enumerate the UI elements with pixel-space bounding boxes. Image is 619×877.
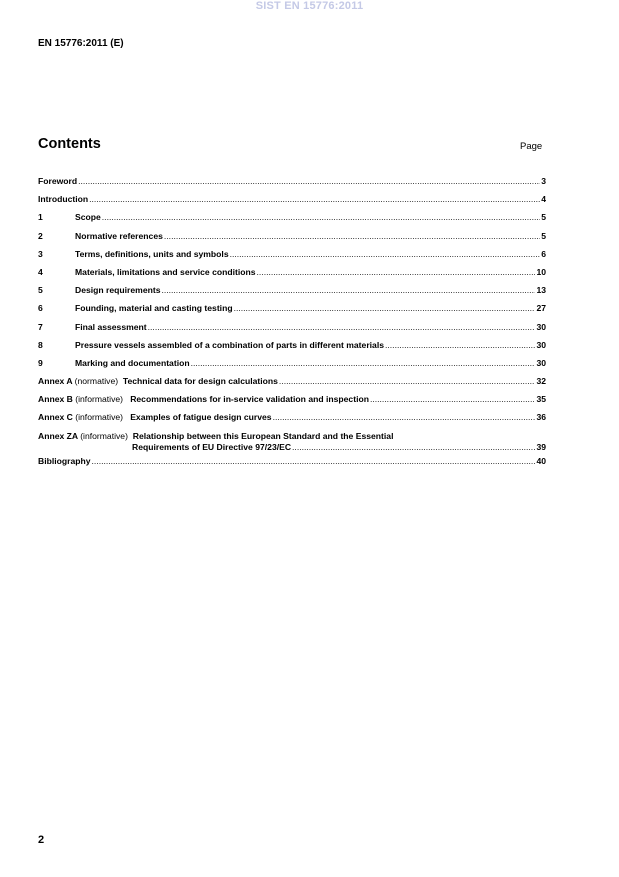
toc-entry-text: Introduction [38,194,89,205]
toc-entry-section-2[interactable] [38,231,546,249]
toc-entry-page: 36 [536,412,546,423]
annex-title-line-2: Requirements of EU Directive 97/23/EC [132,441,292,452]
toc-entry-text [38,412,272,422]
toc-entry-text: Bibliography [38,455,91,466]
dot-leader [230,249,541,259]
toc-entry-section-9[interactable] [38,358,546,376]
toc-entry-number: 5 [38,285,43,296]
dot-leader [279,376,536,386]
toc-entry-page: 30 [536,357,546,368]
toc-entry-text: Normative references [75,230,163,241]
toc-entry-text: Design requirements [75,285,161,296]
toc-entry-annex-c[interactable] [38,412,546,430]
toc-entry-number: 9 [38,357,43,368]
dot-leader [102,212,540,222]
toc-entry-number: 8 [38,339,43,350]
annex-label: Annex B [38,394,73,405]
toc-entry-text: Terms, definitions, units and symbols [75,248,229,259]
dot-leader [292,442,535,452]
toc-entry-number: 2 [38,230,43,241]
toc-entry-page: 5 [541,212,546,223]
annex-type: (informative) [75,394,124,405]
dot-leader [148,322,536,332]
dot-leader [89,194,540,204]
dot-leader [257,267,536,277]
toc-entry-number: 3 [38,248,43,259]
toc-entry-foreword[interactable] [38,176,546,194]
toc-entry-section-4[interactable] [38,267,546,285]
document-id: EN 15776:2011 (E) [38,38,124,49]
annex-za-line-1 [38,431,546,442]
toc-entry-text: Founding, material and casting testing [75,303,233,314]
annex-title-line-1: Relationship between this European Standard and the Essential [132,430,394,441]
toc-entry-number: 1 [38,212,43,223]
toc-entry-number: 7 [38,321,43,332]
toc-entry-section-5[interactable] [38,285,546,303]
toc-entry-page: 13 [536,285,546,296]
toc-entry-page: 6 [541,248,546,259]
toc-entry-text [38,394,369,404]
toc-entry-page: 30 [536,321,546,332]
toc-entry-page: 10 [536,266,546,277]
toc-entry-page: 39 [536,441,546,452]
toc-entry-page: 4 [541,194,546,205]
toc-entry-annex-b[interactable] [38,394,546,412]
toc-entry-page: 27 [536,303,546,314]
toc-entry-section-7[interactable] [38,322,546,340]
toc-entry-page: 5 [541,230,546,241]
dot-leader [92,456,536,466]
dot-leader [164,231,540,241]
toc-entry-text: Marking and documentation [75,357,190,368]
annex-za-line-2 [38,442,546,454]
dot-leader [370,394,535,404]
annex-title: Examples of fatigue design curves [130,412,272,423]
dot-leader [273,412,536,422]
annex-type: (informative) [80,430,128,441]
toc-entry-page: 32 [536,376,546,387]
toc-entry-page: 35 [536,394,546,405]
annex-type: (informative) [75,412,124,423]
toc-entry-introduction[interactable] [38,194,546,212]
toc-entry-bibliography[interactable] [38,456,546,474]
annex-title: Recommendations for in-service validation and inspection [130,394,369,405]
table-of-contents [38,176,546,474]
page-number: 2 [38,834,45,846]
toc-entry-page: 40 [536,455,546,466]
dot-leader [191,358,536,368]
toc-entry-number: 6 [38,303,43,314]
dot-leader [385,340,535,350]
toc-entry-text: Materials, limitations and service conditions [75,266,256,277]
toc-entry-text [38,376,278,386]
toc-entry-annex-a[interactable] [38,376,546,394]
annex-title: Technical data for design calculations [122,376,278,387]
annex-label: Annex C [38,412,73,423]
toc-entry-section-1[interactable] [38,212,546,230]
toc-entry-text: Pressure vessels assembled of a combination of parts in different materials [75,339,385,350]
dot-leader [161,285,535,295]
toc-entry-text: Foreword [38,176,78,186]
toc-entry-text: Scope [75,212,101,223]
toc-entry-annex-za[interactable] [38,431,546,454]
dot-leader [234,303,536,313]
dot-leader [78,176,540,186]
toc-entry-section-3[interactable] [38,249,546,267]
toc-entry-text: Final assessment [75,321,147,332]
toc-entry-section-8[interactable] [38,340,546,358]
watermark: SIST EN 15776:2011 [255,0,364,12]
toc-entry-section-6[interactable] [38,303,546,321]
toc-entry-page: 30 [536,339,546,350]
toc-entry-page: 3 [541,176,546,186]
annex-label: Annex A [38,376,73,387]
annex-label: Annex ZA [38,430,78,441]
page-column-label: Page [520,141,543,152]
annex-type: (normative) [74,376,119,387]
toc-entry-number: 4 [38,266,43,277]
contents-title: Contents [38,136,101,152]
